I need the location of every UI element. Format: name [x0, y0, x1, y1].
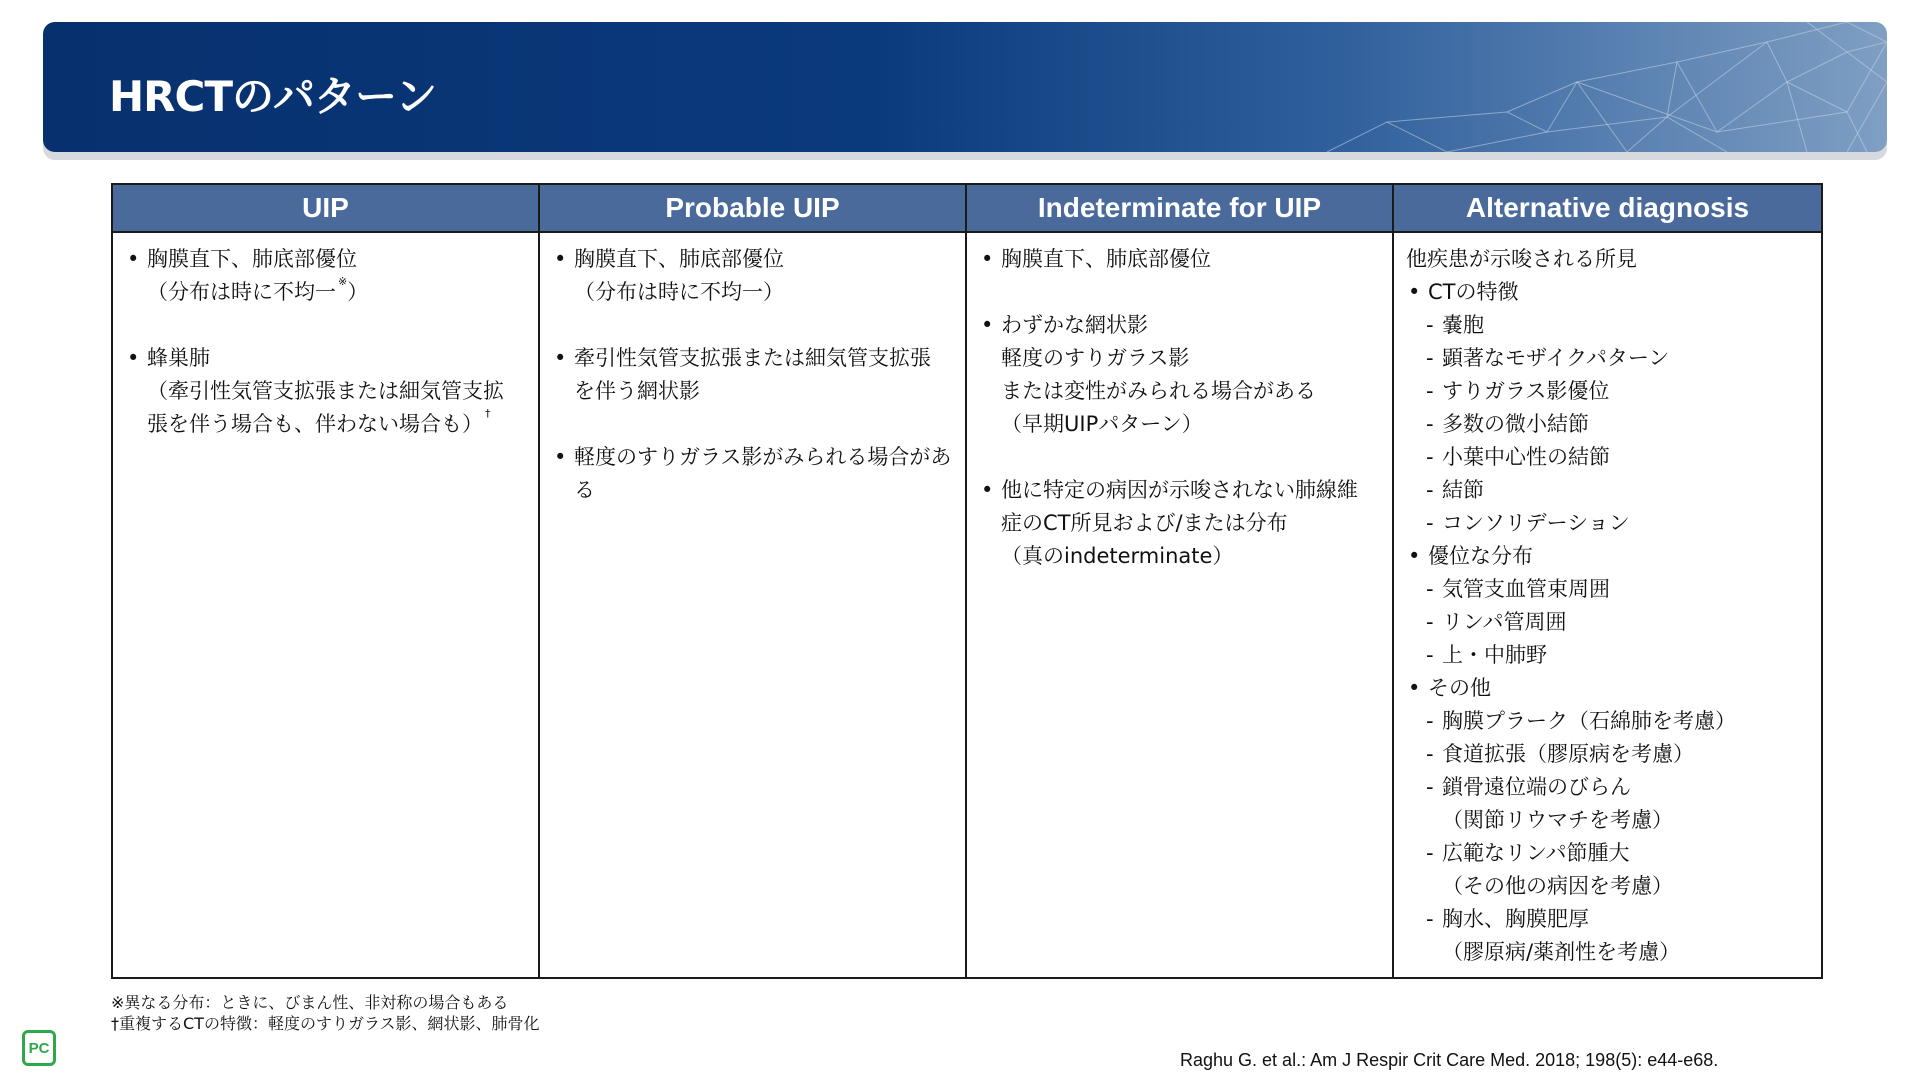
item-line: （真のindeterminate） — [1001, 544, 1234, 568]
item-line: 症のCT所見および/または分布 — [1001, 511, 1288, 535]
group-label: • その他 — [1428, 676, 1491, 700]
sub-item: - 顕著なモザイクパターン — [1406, 342, 1809, 375]
hrct-pattern-table — [111, 183, 1823, 979]
item-line: • わずかな網状影 — [1001, 313, 1148, 337]
list-item — [552, 441, 953, 507]
sub-item-continued: （その他の病因を考慮） — [1442, 874, 1673, 898]
list-item — [125, 243, 526, 309]
item-line: • 蜂巣肺 — [147, 346, 210, 370]
sub-item: - 胸膜プラーク（石綿肺を考慮） — [1406, 705, 1809, 738]
network-pattern-decoration — [1247, 22, 1887, 152]
column-header-indeterminate: Indeterminate for UIP — [967, 185, 1394, 233]
footnote-overlap: †重複するCTの特徴：軽度のすりガラス影、網状影、肺骨化 — [111, 1014, 540, 1033]
item-line: を伴う網状影 — [574, 379, 700, 403]
column-header-alternative: Alternative diagnosis — [1394, 185, 1821, 233]
sub-item: - 鎖骨遠位端のびらん — [1406, 771, 1809, 804]
citation: Raghu G. et al.: Am J Respir Crit Care Med. 2018; 198(5): e44-e68. — [1180, 1050, 1719, 1070]
cell-indeterminate — [967, 233, 1394, 977]
column-header-uip: UIP — [113, 185, 540, 233]
pc-logo: PC — [22, 1030, 56, 1066]
item-line: （分布は時に不均一 ※） — [147, 275, 369, 304]
list-item — [552, 342, 953, 408]
sub-item: - 嚢胞 — [1406, 309, 1809, 342]
cell-probable-uip — [540, 233, 967, 977]
item-line: る — [574, 478, 595, 502]
sub-item: - リンパ管周囲 — [1406, 606, 1809, 639]
footnote-mark: † — [485, 407, 491, 420]
sub-item: - 食道拡張（膠原病を考慮） — [1406, 738, 1809, 771]
item-line: （早期UIPパターン） — [1001, 412, 1203, 436]
item-line: 軽度のすりガラス影 — [1001, 346, 1190, 370]
list-item — [1406, 540, 1809, 573]
item-line: または変性がみられる場合がある — [1001, 379, 1316, 403]
sub-item: - 小葉中心性の結節 — [1406, 441, 1809, 474]
list-item — [125, 342, 526, 441]
item-line: • 胸膜直下、肺底部優位 — [1001, 247, 1211, 271]
footnote-mark: ※ — [338, 275, 348, 288]
item-line: 張を伴う場合も、伴わない場合も） † — [147, 407, 491, 436]
sub-item: - 上・中肺野 — [1406, 639, 1809, 672]
sub-item: - すりガラス影優位 — [1406, 375, 1809, 408]
sub-item-continued: （膠原病/薬剤性を考慮） — [1442, 940, 1681, 964]
sub-item: - 胸水、胸膜肥厚 — [1406, 903, 1809, 936]
item-line: • 胸膜直下、肺底部優位 — [147, 247, 357, 271]
footnotes — [111, 992, 539, 1034]
alternative-intro: 他疾患が示唆される所見 — [1406, 247, 1637, 271]
cell-uip — [113, 233, 540, 977]
item-line: • 胸膜直下、肺底部優位 — [574, 247, 784, 271]
sub-item: - 気管支血管束周囲 — [1406, 573, 1809, 606]
sub-item: - 多数の微小結節 — [1406, 408, 1809, 441]
item-line: • 軽度のすりガラス影がみられる場合があ — [574, 445, 952, 469]
list-item — [979, 474, 1380, 573]
item-line: • 他に特定の病因が示唆されない肺線維 — [1001, 478, 1358, 502]
group-label: • 優位な分布 — [1428, 544, 1533, 568]
column-header-probable-uip: Probable UIP — [540, 185, 967, 233]
footnote-distribution: ※異なる分布：ときに、びまん性、非対称の場合もある — [111, 993, 509, 1012]
list-item — [1406, 672, 1809, 705]
sub-item: - 広範なリンパ節腫大 — [1406, 837, 1809, 870]
page-title: HRCTのパターン — [109, 72, 437, 121]
list-item — [979, 243, 1380, 276]
title-bar — [43, 22, 1887, 152]
sub-item-continued: （関節リウマチを考慮） — [1442, 808, 1673, 832]
list-item — [1406, 276, 1809, 309]
cell-alternative — [1394, 233, 1821, 977]
list-item — [979, 309, 1380, 441]
item-line: （牽引性気管支拡張または細気管支拡 — [147, 379, 504, 403]
group-label: • CTの特徴 — [1428, 280, 1519, 304]
list-item — [552, 243, 953, 309]
item-line: • 牽引性気管支拡張または細気管支拡張 — [574, 346, 931, 370]
sub-item: - コンソリデーション — [1406, 507, 1809, 540]
item-line: （分布は時に不均一） — [574, 280, 784, 304]
sub-item: - 結節 — [1406, 474, 1809, 507]
